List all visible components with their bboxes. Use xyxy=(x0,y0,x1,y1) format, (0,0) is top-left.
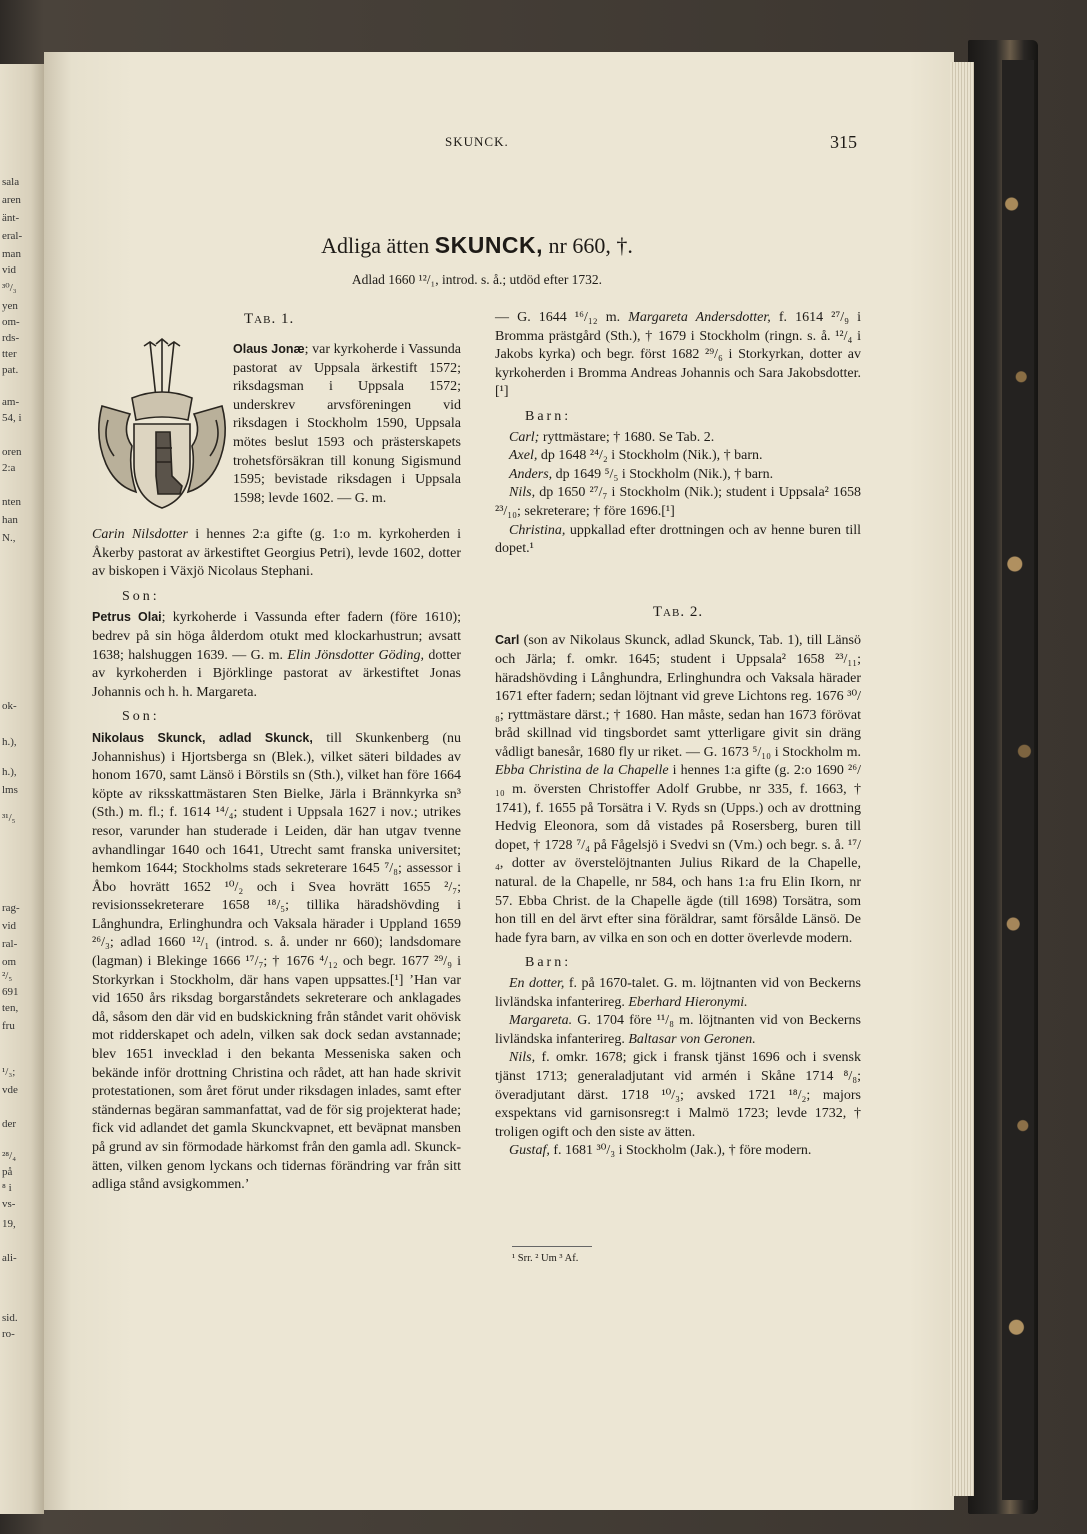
barn-label-2: Barn: xyxy=(525,955,572,971)
petrus-text: ; kyrkoherde i Vassunda efter fadern (före 1610); bedrev på sin höga ålderdom otukt med klockarhustrun; avsatt 1638; halshuggen 1639. — G. m. xyxy=(92,610,462,663)
child-name: En dotter, xyxy=(509,976,565,991)
left-page-fragment: man xyxy=(2,248,21,260)
child-text: uppkallad efter drottningen och av henne buren till dopet.¹ xyxy=(495,522,861,557)
left-page-fragment: ²⁸/₄ xyxy=(2,1150,17,1162)
left-column xyxy=(92,526,461,1195)
intro-rest: i hennes 2:a gifte (g. 1:o m. kyrkoherden i Åkerby pastorat av ärkestiftet Georgius Petri), levde 1602, dotter av biskopen i Växjö Nicolaus Stephani. xyxy=(92,527,461,580)
petrus-name: Petrus Olai xyxy=(92,610,162,625)
left-page-fragment: ro- xyxy=(2,1328,15,1340)
cont-spouse: Margareta Andersdotter, xyxy=(628,310,771,325)
child-entry xyxy=(495,447,861,466)
footnotes: ¹ Srr. ² Um ³ Af. xyxy=(512,1246,592,1264)
left-page-fragment: ²/₅ xyxy=(2,970,13,982)
left-page-fragment: lms xyxy=(2,784,18,796)
left-page-fragment: ral- xyxy=(2,938,18,950)
child-entry xyxy=(495,1012,861,1049)
left-page-fragment: aren xyxy=(2,194,21,206)
title-suffix: nr 660, †. xyxy=(548,233,633,258)
left-page-fragment: vid xyxy=(2,920,17,932)
left-page-fragment: rag- xyxy=(2,902,20,914)
child-text: dp 1648 ²⁴/₂ i Stockholm (Nik.), † barn. xyxy=(537,448,763,464)
marbled-cover-edge xyxy=(1002,60,1034,1500)
child-text: f. på 1670-talet. G. m. löjtnanten vid von Beckerns livländska infanterireg. xyxy=(495,976,861,1010)
child-spouse: Eberhard Hieronymi. xyxy=(628,994,748,1010)
left-page-fragment: oren xyxy=(2,446,22,458)
left-page-fragment: h.), xyxy=(2,766,17,778)
carl-name: Carl xyxy=(495,633,520,648)
carl-text: (son av Nikolaus Skunck, adlad Skunck, Tab. 1), till Länsö och Järla; f. omkr. 1645; student i Uppsala² 1658 ²³/₁₁; häradshövding i Långhundra, Erlinghundra och Vaksala härader 1671 efter fadern; sedan löjtnant vid greve Lichtons reg. 1676 ³⁰/₈; ryttmästare därst.; † 1680. Han måste, sedan han 1673 förövat bråd skillnad vid tingsbordet samt ytterligare givit sin dräng vådligt banesår, 1680 fly ur riket. — G. 1673 ⁵/₁₀ i Stockholm m. xyxy=(495,633,861,760)
left-page-fragment: 54, i xyxy=(2,412,22,424)
left-page-fragment: ⁸ i xyxy=(2,1182,12,1194)
child-name: Margareta. xyxy=(509,1013,573,1029)
left-page-fragment: 2:a xyxy=(2,462,16,474)
child-text: dp 1650 ²⁷/₇ i Stockholm (Nik.); student i Uppsala² 1658 ²³/₁₀; sekreterare; † före 1696.[¹] xyxy=(495,485,861,519)
left-page-fragment: ³⁰/₃ xyxy=(2,282,17,294)
left-page-fragment: h.), xyxy=(2,736,17,748)
tab-2-label: Tab. 2. xyxy=(652,603,704,620)
nikolaus-text: till Skunkenberg (nu Johannishus) i Hjortsberga sn (Blek.), vilket säteri bildades av honom 1670, samt Länsö i Börstils sn (Sth.), vilket han före 1664 köpte av riksskattmästaren Sten Bielke, Järla i Brännkyrka sn³ (Sth.) m. fl.; f. 1614 ¹⁴/₄; student i Uppsala 1627 i nov.; utrikes resor, varunder han studerade i Leiden, där han utgav tvenne avhandlingar 1640 och 1641, Utrecht samt franska universitet; hemkom 1644; Stockholms stads sekreterare 1645 ⁷/₈; assessor i Åbo hovrätt 1652 ¹⁰/₂ och i Svea hovrätt 1655 ²/₇; revisionssekreterare 1658 ¹⁸/₅; tillika häradshövding i Långhundra, Erlinghundra och Vaksala härader i Uppland 1659 ²⁶/₃; adlad 1660 ¹²/₁ (introd. s. å. under nr 660); landsdomare (lagman) i Blekinge 1666 ¹⁷/₇; † 1676 ⁴/₁₂ och begr. 1677 ²⁹/₉ i Storkyrkan i Stockholm, där hans vapen uppsattes.[¹] ’Han var vid 1650 års riksdag borgarståndets sekreterare och anklagades då, såsom den där vid en budskickning från ståndet varit ohövisk mot ridderskapet och adeln, vilken sak dock sedan avstannade; blev 1651 invecklad i den bekanta Messeniska saken och bekände inför drottning Christina och rådet, att han hade skrivit protestationen, som året förut under riksdagen inlades, samt efter ständernas begäran sammanfattat, vad de för sig projekterat hade; fick vid adlandet det gamla Skunckvapnet, ett beväpnat mansben på grund av sin förmodade härkomst från den gamla adl. Skunck-ätten, vilken genom lyckans och tidernas förändring var från sitt adliga stånd avsigkommen.’ xyxy=(92,730,462,1193)
left-page-fragment: vde xyxy=(2,1084,18,1096)
carl-spouse: Ebba Christina de la Chapelle xyxy=(495,763,669,779)
left-page-fragment: sid. xyxy=(2,1312,18,1324)
left-page-fragment: änt- xyxy=(2,212,20,224)
tab-1-label: Tab. 1. xyxy=(244,311,295,327)
child-text: G. 1704 före ¹¹/₈ m. löjtnanten vid von Beckerns livländska infanterireg. xyxy=(495,1013,861,1047)
child-name: Axel, xyxy=(509,448,538,464)
left-page-fragment: vs- xyxy=(2,1198,16,1210)
title-prefix: Adliga ätten xyxy=(321,233,430,258)
child-text: ryttmästare; † 1680. Se Tab. 2. xyxy=(539,429,715,445)
child-entry xyxy=(495,522,861,559)
left-page-fragment: ok- xyxy=(2,700,17,712)
cont-rest: f. 1614 ²⁷/₉ i Bromma prästgård (Sth.), † 1679 i Stockholm (ringn. s. å. ¹²/₄ i Jakobs kyrka) och begr. först 1682 ²⁹/₆ i Storkyrkan, dotter av kyrkoherden i Bromma Andreas Johannis och Sara Jakobsdotter.[¹] xyxy=(495,310,861,400)
left-page-fragment: N., xyxy=(2,532,16,544)
left-page-fragment: vid xyxy=(2,264,17,276)
intro-entry-top xyxy=(233,340,461,508)
child-name: Christina, xyxy=(509,522,566,538)
right-column xyxy=(495,309,861,1161)
left-page-fragment: han xyxy=(2,514,18,526)
left-page-fragment: om xyxy=(2,956,17,968)
page-number: 315 xyxy=(830,132,857,152)
child-name: Gustaf, xyxy=(509,1143,550,1159)
left-page-fragment: ali- xyxy=(2,1252,17,1264)
child-name: Nils, xyxy=(509,1050,536,1066)
child-text: f. 1681 ³⁰/₃ i Stockholm (Jak.), † före modern. xyxy=(549,1143,812,1159)
petrus-spouse: Elin Jönsdotter Göding, xyxy=(287,647,424,663)
left-page-fragment: nten xyxy=(2,496,21,508)
child-text: dp 1649 ⁵/₅ i Stockholm (Nik.), † barn. xyxy=(552,466,774,482)
child-name: Nils, xyxy=(509,485,536,501)
running-head: SKUNCK. xyxy=(445,134,509,149)
child-entry xyxy=(495,466,861,485)
left-page-fragment: eral- xyxy=(2,230,23,242)
carl-rest: i hennes 1:a gifte (g. 2:o 1690 ²⁶/₁₀ m. översten Christoffer Adolf Grubbe, nr 335, f. 1663, † 1741), f. 1655 på Torsätra i V. Ryds sn (Upps.) och av drottning Hedvig Eleonora, som då vistades på Rosersberg, buren till dopet, † 1728 ⁷/₄ på Fågelsjö i Svedvi sn (Vm.) och begr. s. å. ¹⁷/₄, dotter av överstelöjtnanten Julius Rikard de la Chapelle, natural. de la Chapelle, nr 584, och hans 1:a fru Elin Ikorn, nr 57. Ebba Christ. de la Chapelle ägde (till 1698) Torsätra, som hon till en del ärvt efter sina föräldrar, samt försålde Länsö. De hade fyra barn, av vilka en son och en dotter överlevde modern. xyxy=(495,763,862,946)
child-spouse: Baltasar von Geronen. xyxy=(628,1031,756,1047)
child-entry xyxy=(495,429,861,448)
child-entry xyxy=(495,484,861,521)
intro-spouse: Carin Nilsdotter xyxy=(92,527,188,542)
barn-label-1: Barn: xyxy=(525,408,572,424)
coat-of-arms-icon xyxy=(92,336,232,516)
left-page-fragment: rds- xyxy=(2,332,20,344)
children-list-1 xyxy=(495,429,861,559)
left-page-fragment: ten, xyxy=(2,1002,19,1014)
left-page-fragment: pat. xyxy=(2,364,19,376)
left-page-fragment: ¹/₃; xyxy=(2,1066,16,1078)
son-label-1: Son: xyxy=(122,588,160,604)
children-list-2 xyxy=(495,975,861,1161)
page-title xyxy=(0,232,954,259)
cont-text: — G. 1644 ¹⁶/₁₂ m. xyxy=(495,310,629,325)
left-page-fragment: ³¹/₅ xyxy=(2,812,16,824)
child-entry xyxy=(495,975,861,1012)
left-page-fragment: 691 xyxy=(2,986,19,998)
child-entry xyxy=(495,1049,861,1142)
child-name: Carl; xyxy=(509,429,540,445)
intro-name: Olaus Jonæ xyxy=(233,342,305,356)
left-page-fragment: på xyxy=(2,1166,13,1178)
left-page-fragment: 19, xyxy=(2,1218,16,1230)
left-page-fragment: sala xyxy=(2,176,20,188)
left-page-fragment: om- xyxy=(2,316,20,328)
left-page-fragment: der xyxy=(2,1118,17,1130)
son-label-2: Son: xyxy=(122,709,160,725)
left-page-fragment: fru xyxy=(2,1020,15,1032)
nikolaus-name: Nikolaus Skunck, adlad Skunck, xyxy=(92,730,313,745)
child-text: f. omkr. 1678; gick i fransk tjänst 1696 och i svensk tjänst 1713; generaladjutant vid armén i Skåne 1714 ⁸/₈; överadjutant därst. 1718 ¹⁰/₃; avsked 1721 ¹⁸/₂; majors exspektans vid garnisonsreg:t i Malmö 1723; levde 1732, † troligen ogift och den siste av ätten. xyxy=(495,1050,861,1140)
left-page-fragment: tter xyxy=(2,348,17,360)
child-entry xyxy=(495,1142,861,1161)
left-page-fragment: am- xyxy=(2,396,20,408)
petrus-rest: dotter av kyrkoherden i Björklinge pastorat av ärkestiftet Jonas Johannis och h. h. Margareta. xyxy=(92,647,462,700)
title-name: SKUNCK, xyxy=(434,232,544,258)
intro-text: ; var kyrkoherde i Vassunda pastorat av Uppsala ärkestift 1572; riksdagsman i Uppsala 1572; underskrev arvsföreningen vid riksdagen i Stockholm 1590, Uppsala mötes beslut 1593 och prästerskapets trohetsförsäkran till konung Sigismund 1595; bevistade riksdagen i Uppsala 1598; levde 1602. — G. m. xyxy=(233,342,462,506)
left-page-fragment: yen xyxy=(2,300,18,312)
subtitle: Adlad 1660 ¹²/₁, introd. s. å.; utdöd efter 1732. xyxy=(351,272,603,287)
child-name: Anders, xyxy=(509,466,553,482)
